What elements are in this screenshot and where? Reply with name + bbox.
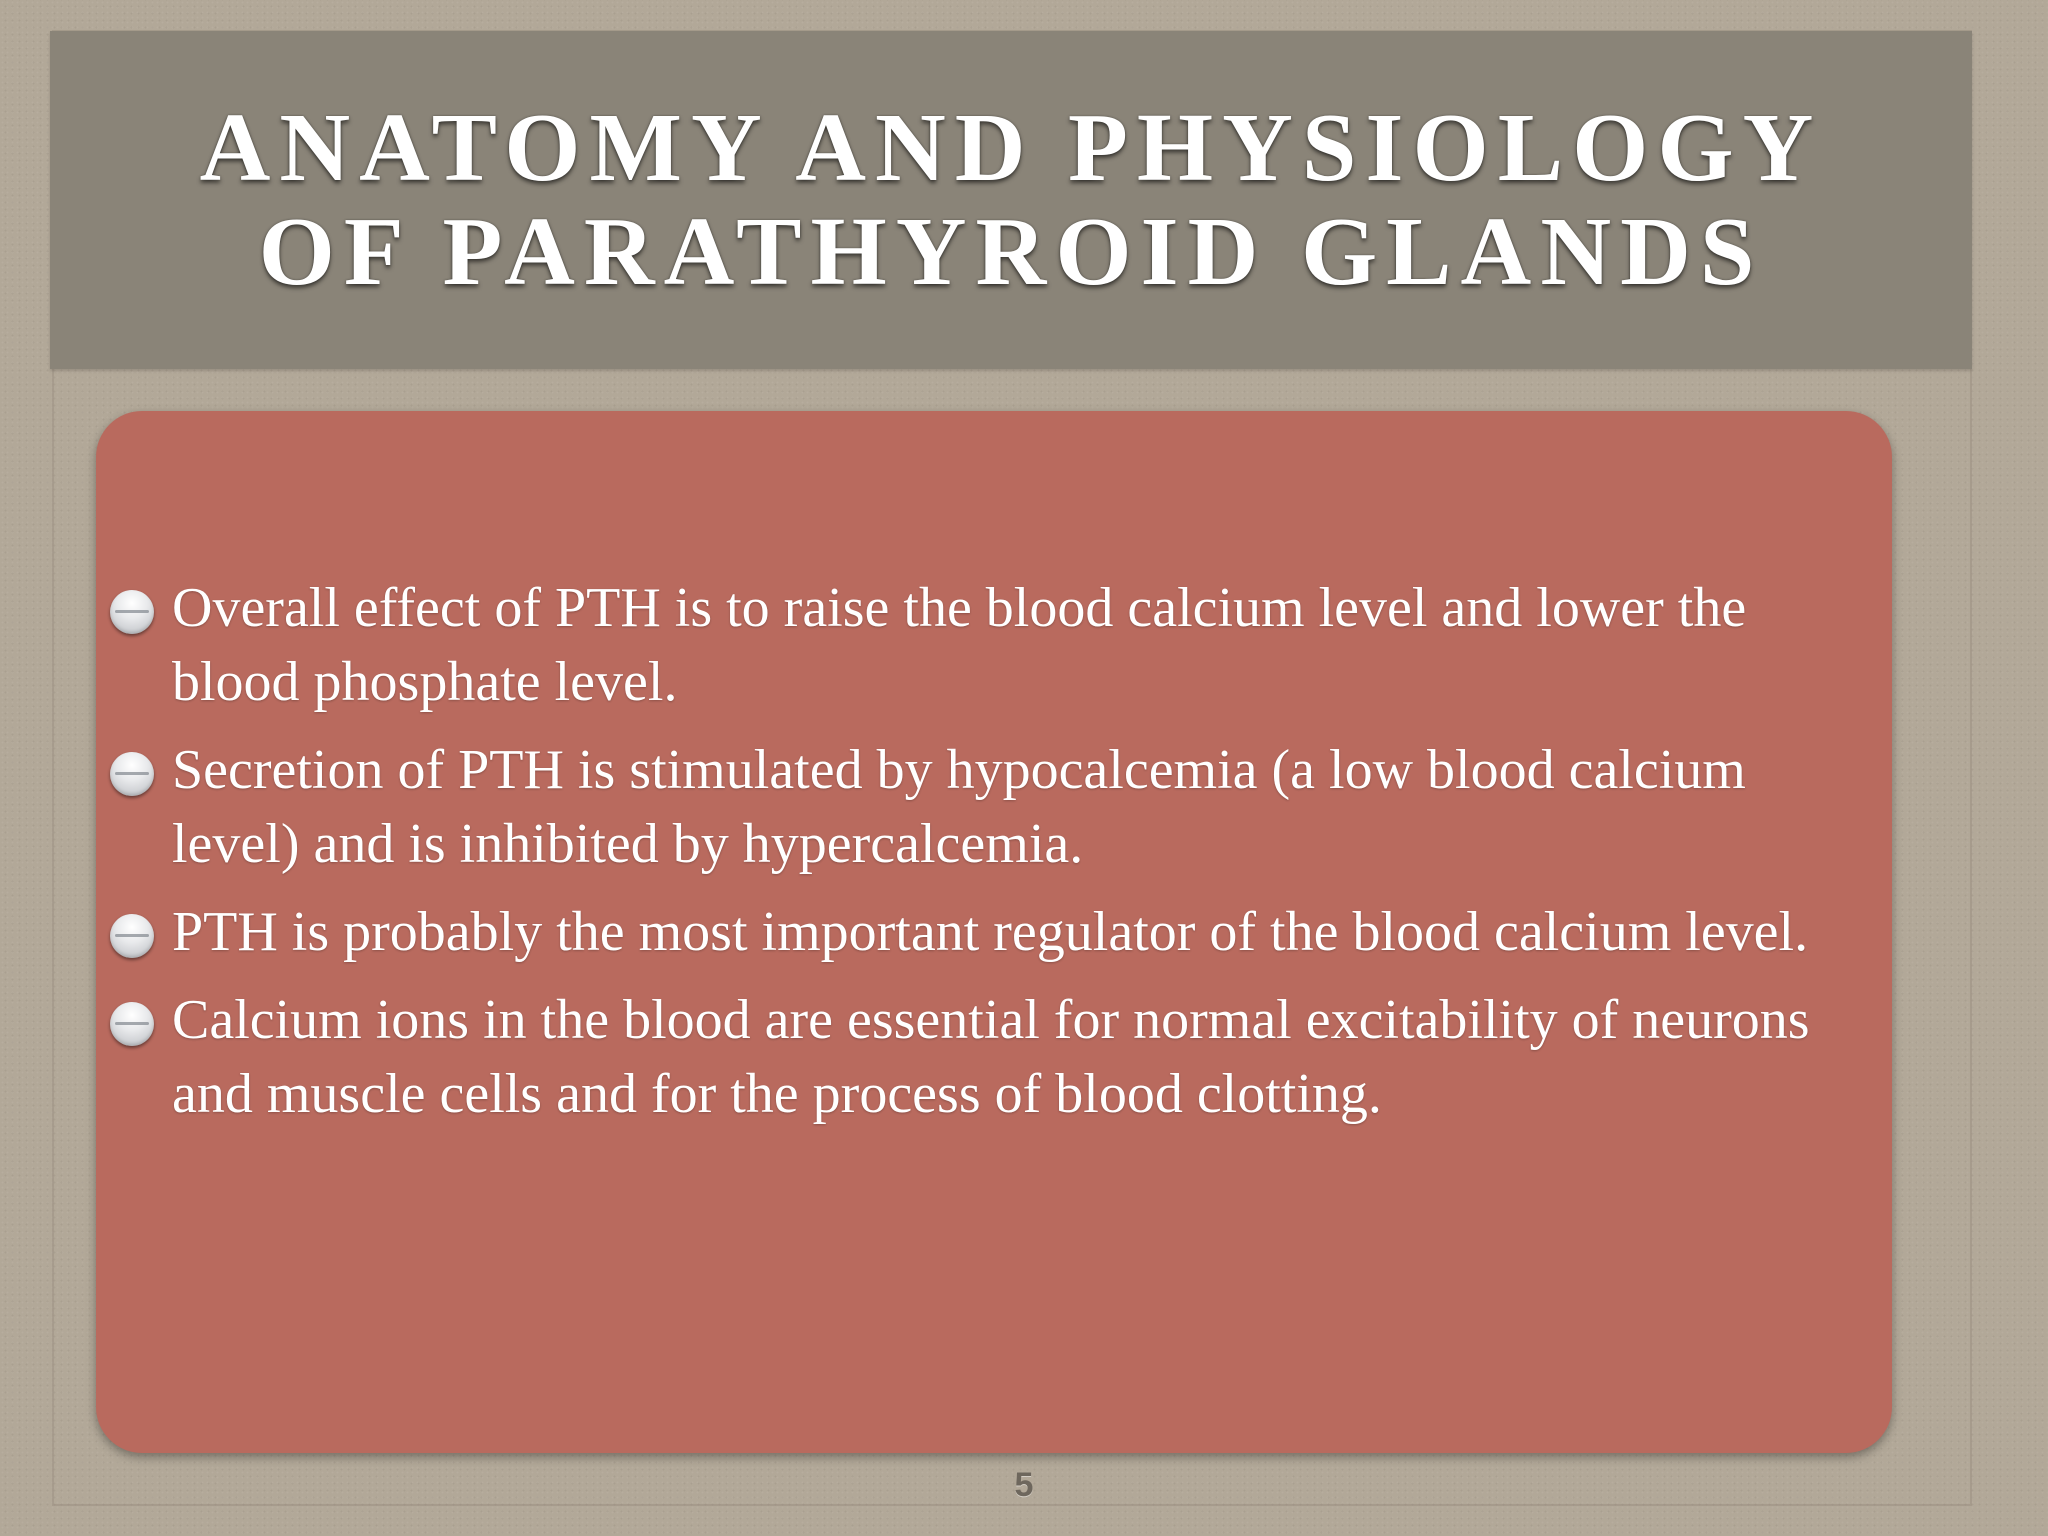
title-line-1: ANATOMY AND PHYSIOLOGY [199,94,1823,202]
pill-bullet-icon [110,590,154,634]
bullet-text: Overall effect of PTH is to raise the blood calcium level and lower the blood phosphate level. [172,577,1747,713]
bullet-text: Calcium ions in the blood are essential for normal excitability of neurons and muscle cells and for the process of blood clotting. [172,989,1810,1125]
title-bar [50,31,1972,369]
bullet-item [110,733,1880,881]
page-number: 5 [1014,1466,1034,1504]
slide-title [200,96,1823,304]
bullet-item [110,983,1880,1131]
bullet-text: PTH is probably the most important regulator of the blood calcium level. [172,901,1809,963]
bullet-list [110,571,1880,1145]
pill-bullet-icon [110,752,154,796]
bullet-item [110,895,1880,969]
content-panel [96,411,1892,1453]
pill-bullet-icon [110,914,154,958]
title-line-2: OF PARATHYROID GLANDS [258,198,1764,306]
bullet-item [110,571,1880,719]
pill-bullet-icon [110,1002,154,1046]
bullet-text: Secretion of PTH is stimulated by hypocalcemia (a low blood calcium level) and is inhibited by hypercalcemia. [172,739,1746,875]
